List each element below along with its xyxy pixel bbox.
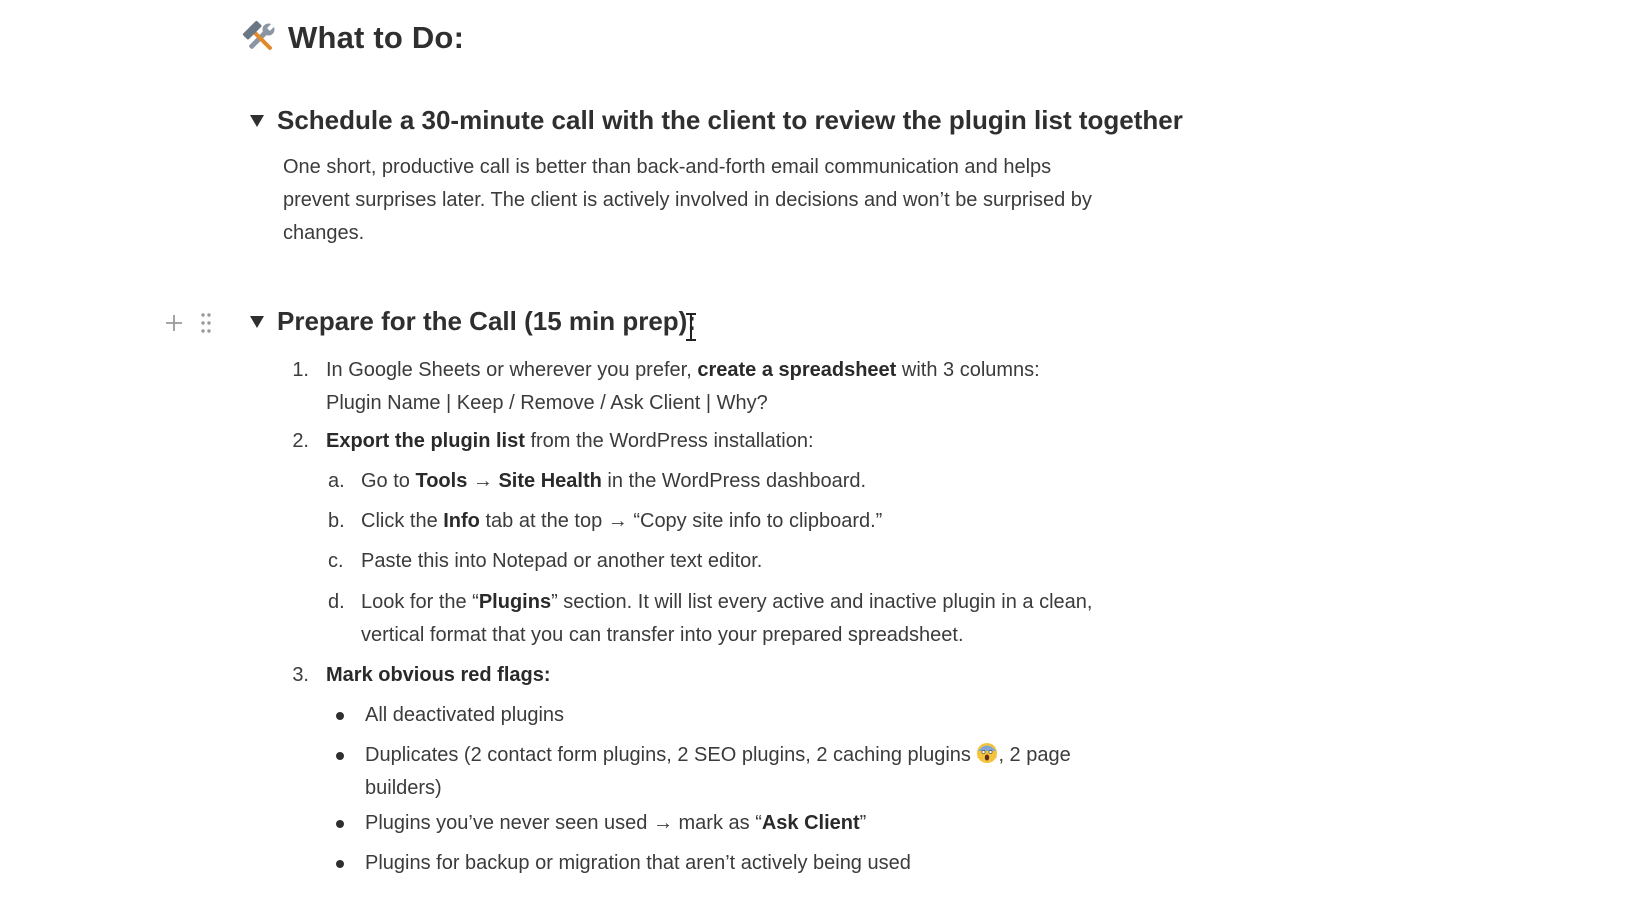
list-letter: b. — [328, 510, 345, 532]
list-item-text — [326, 354, 1040, 420]
page-title — [242, 20, 464, 56]
plus-icon[interactable] — [163, 310, 185, 336]
list-item-text: Plugins for backup or migration that aren’t actively being used — [365, 852, 911, 874]
toggle-arrow-icon[interactable] — [245, 109, 269, 133]
list-item — [285, 425, 814, 458]
sub-list-item — [328, 545, 762, 578]
bullet-item — [336, 739, 1071, 805]
bullet-icon — [336, 752, 344, 760]
list-number: 1. — [292, 359, 309, 381]
bold-text: Mark obvious red flags: — [326, 664, 551, 686]
list-item-text — [361, 505, 882, 538]
sub-list-item — [328, 505, 882, 538]
text-span: builders) — [365, 777, 442, 799]
list-number: 2. — [292, 430, 309, 452]
page-title-text: What to Do: — [288, 20, 465, 55]
triangle-down-icon — [249, 114, 265, 128]
list-item-text — [361, 586, 1092, 652]
toggle-block-schedule-call — [245, 105, 1183, 136]
list-item-text — [365, 807, 866, 840]
bullet-item — [336, 847, 911, 880]
hammer-wrench-icon — [242, 20, 278, 56]
text-span: Plugin Name | Keep / Remove / Ask Client | Why? — [326, 392, 768, 414]
bold-text: Export the plugin list — [326, 430, 525, 452]
sub-list-item — [328, 586, 1092, 652]
bold-text: Site Health — [498, 470, 602, 492]
list-item-text — [361, 465, 866, 498]
bold-text: Ask Client — [761, 812, 860, 834]
screaming-face-emoji — [976, 742, 998, 764]
list-item-text: Paste this into Notepad or another text editor. — [361, 550, 763, 572]
bullet-item — [336, 807, 866, 840]
block-handles — [163, 310, 217, 336]
bold-text: Tools — [415, 470, 468, 492]
bold-text: Plugins — [478, 591, 552, 613]
text-span: In Google Sheets or wherever you prefer, — [326, 359, 698, 381]
text-span: Click the — [361, 510, 444, 532]
text-span: Look for the “ — [361, 591, 479, 613]
list-letter: c. — [328, 550, 344, 572]
list-item-text — [326, 425, 814, 458]
text-span: Plugins you’ve never seen used → mark as “ — [365, 812, 762, 834]
bullet-icon — [336, 712, 344, 720]
list-item-text — [365, 739, 1071, 805]
toggle-heading-schedule-call[interactable]: Schedule a 30-minute call with the client to review the plugin list together — [277, 105, 1183, 135]
toggle-arrow-icon[interactable] — [245, 310, 269, 334]
paragraph-line: prevent surprises later. The client is actively involved in decisions and won’t be surprised by — [283, 189, 1092, 211]
text-span: with 3 columns: — [896, 359, 1040, 381]
text-cursor-icon — [684, 312, 698, 342]
text-span: from the WordPress installation: — [524, 430, 814, 452]
list-item-text — [326, 659, 551, 692]
triangle-down-icon — [249, 315, 265, 329]
list-item — [285, 659, 551, 692]
bullet-item — [336, 699, 564, 732]
toggle-block-prepare-call — [245, 306, 696, 337]
text-span: → — [467, 470, 499, 492]
paragraph-line: changes. — [283, 222, 365, 244]
list-item-text: All deactivated plugins — [365, 704, 565, 726]
text-span: vertical format that you can transfer into your prepared spreadsheet. — [361, 624, 964, 646]
text-span: , 2 page — [998, 744, 1071, 766]
text-span: Duplicates (2 contact form plugins, 2 SEO plugins, 2 caching plugins — [365, 744, 977, 766]
list-item — [285, 354, 1040, 420]
bullet-icon — [336, 820, 344, 828]
bullet-icon — [336, 860, 344, 868]
list-number: 3. — [292, 664, 309, 686]
text-span: Go to — [361, 470, 416, 492]
toggle-body-paragraph — [283, 151, 1163, 250]
text-span: ” — [859, 812, 867, 834]
list-letter: d. — [328, 591, 345, 613]
bold-text: Info — [443, 510, 480, 532]
bold-text: create a spreadsheet — [697, 359, 897, 381]
text-span: ” section. It will list every active and inactive plugin in a clean, — [551, 591, 1093, 613]
text-span: in the WordPress dashboard. — [601, 470, 867, 492]
sub-list-item — [328, 465, 866, 498]
list-letter: a. — [328, 470, 345, 492]
text-span: tab at the top → “Copy site info to clipboard.” — [479, 510, 883, 532]
paragraph-line: One short, productive call is better than back-and-forth email communication and helps — [283, 156, 1052, 178]
toggle-heading-prepare-call[interactable]: Prepare for the Call (15 min prep): — [277, 306, 696, 336]
drag-handle-icon[interactable] — [195, 310, 217, 336]
